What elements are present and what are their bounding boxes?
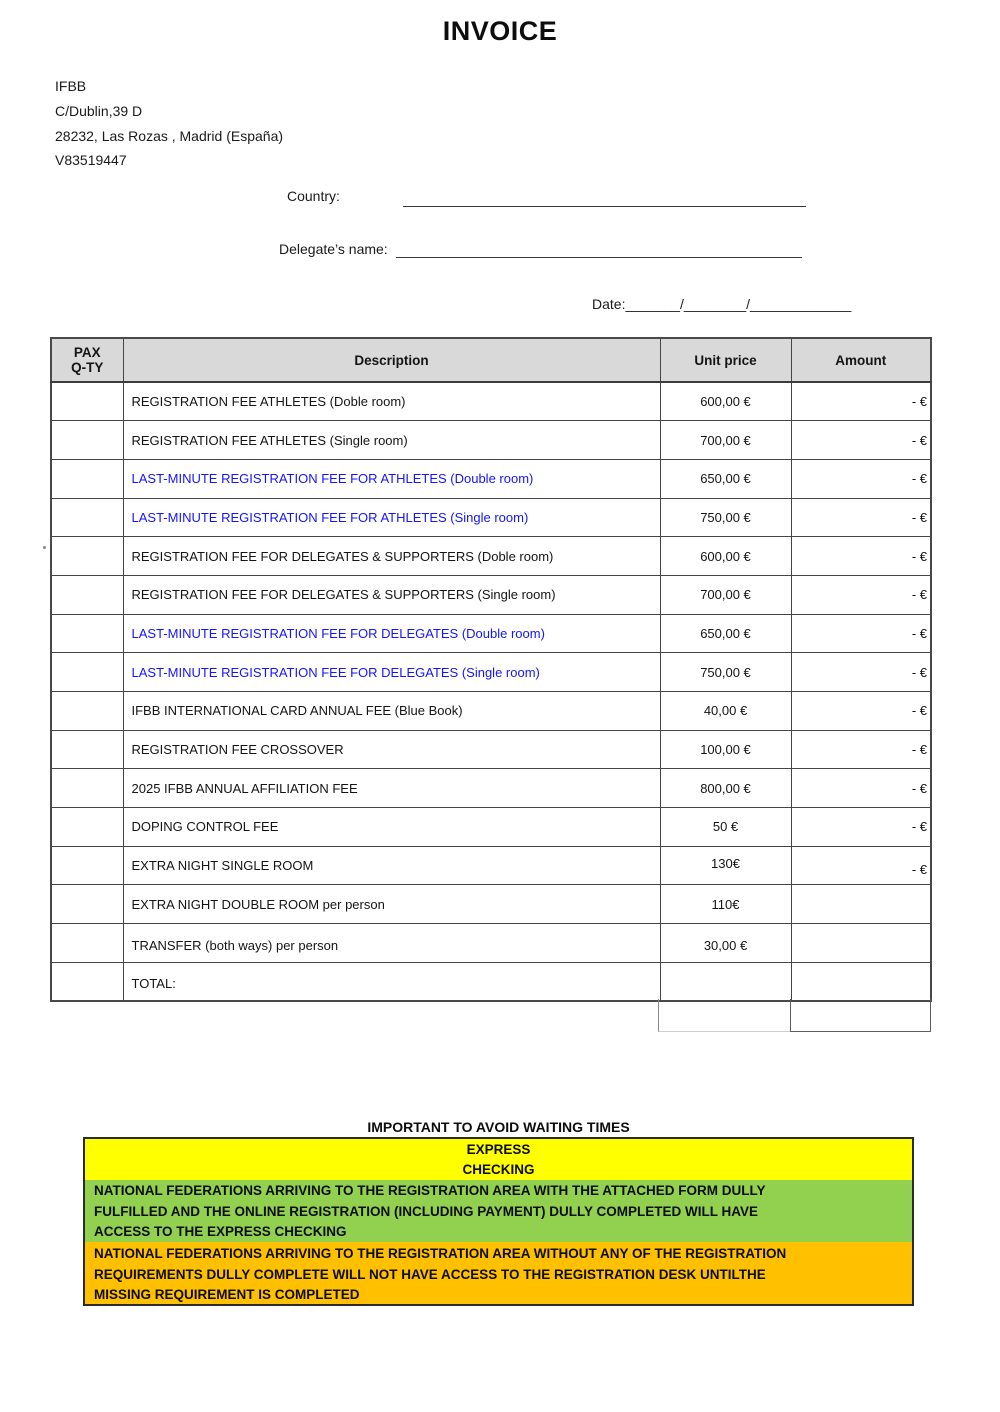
- amount-cell: - €: [791, 692, 931, 731]
- description-cell: TOTAL:: [123, 962, 660, 1001]
- overflow-unit-price-cell: [658, 999, 790, 1032]
- pax-qty-cell[interactable]: [51, 498, 123, 537]
- delegate-name-input-line[interactable]: [396, 240, 802, 258]
- pax-qty-cell[interactable]: [51, 885, 123, 924]
- notice-block: [83, 1137, 914, 1306]
- amount-cell: - €: [791, 808, 931, 847]
- header-description: Description: [123, 338, 660, 382]
- green-line: FULFILLED AND THE ONLINE REGISTRATION (INCLUDING PAYMENT) DULLY COMPLETED WILL HAVE: [94, 1203, 758, 1219]
- amount-cell: - €: [791, 614, 931, 653]
- date-label: Date:: [592, 296, 626, 312]
- pax-qty-cell[interactable]: [51, 962, 123, 1001]
- table-header-row: [51, 338, 931, 382]
- header-pax-line1: PAX: [73, 345, 101, 360]
- unit-price-cell: 700,00 €: [660, 421, 791, 460]
- table-row: [51, 885, 931, 924]
- fee-table-body: [51, 382, 931, 1001]
- description-cell: DOPING CONTROL FEE: [123, 808, 660, 847]
- unit-price-cell: 800,00 €: [660, 769, 791, 808]
- no-access-note: [85, 1242, 912, 1304]
- description-cell: EXTRA NIGHT SINGLE ROOM: [123, 846, 660, 885]
- sender-street: C/Dublin,39 D: [55, 102, 143, 119]
- sender-name: IFBB: [55, 78, 87, 94]
- description-cell: IFBB INTERNATIONAL CARD ANNUAL FEE (Blue Book): [123, 692, 660, 731]
- overflow-cells: [658, 999, 931, 1032]
- amount-cell: - €: [791, 730, 931, 769]
- header-unit-price: Unit price: [660, 338, 791, 382]
- amount-cell: [791, 885, 931, 924]
- description-cell: REGISTRATION FEE FOR DELEGATES & SUPPORTERS (Doble room): [123, 537, 660, 576]
- description-cell: REGISTRATION FEE ATHLETES (Doble room): [123, 382, 660, 421]
- amount-cell: - €: [791, 421, 931, 460]
- pax-qty-cell[interactable]: [51, 730, 123, 769]
- description-cell: 2025 IFBB ANNUAL AFFILIATION FEE: [123, 769, 660, 808]
- delegate-name-label: Delegate’s name:: [279, 241, 388, 257]
- amount-cell: [791, 962, 931, 1001]
- description-cell: LAST-MINUTE REGISTRATION FEE FOR DELEGATES (Double room): [123, 614, 660, 653]
- green-line: ACCESS TO THE EXPRESS CHECKING: [94, 1224, 347, 1240]
- unit-price-cell: 50 €: [660, 808, 791, 847]
- unit-price-cell: [660, 962, 791, 1001]
- express-access-note: [85, 1180, 912, 1242]
- pax-qty-cell[interactable]: [51, 846, 123, 885]
- pax-qty-cell[interactable]: [51, 808, 123, 847]
- table-row: [51, 846, 931, 885]
- notice-heading: IMPORTANT TO AVOID WAITING TIMES: [367, 1119, 630, 1135]
- amount-cell: - €: [791, 537, 931, 576]
- overflow-amount-cell: [790, 999, 931, 1032]
- express-checking-banner: [85, 1139, 912, 1180]
- orange-line: REQUIREMENTS DULLY COMPLETE WILL NOT HAVE ACCESS TO THE REGISTRATION DESK UNTILTHE: [94, 1266, 766, 1282]
- unit-price-cell: 700,00 €: [660, 575, 791, 614]
- date-field[interactable]: [592, 296, 851, 312]
- unit-price-cell: 650,00 €: [660, 459, 791, 498]
- description-cell: TRANSFER (both ways) per person: [123, 924, 660, 963]
- pax-qty-cell[interactable]: [51, 769, 123, 808]
- table-row: [51, 808, 931, 847]
- table-row: [51, 924, 931, 963]
- table-row: [51, 769, 931, 808]
- pax-qty-cell[interactable]: [51, 459, 123, 498]
- amount-cell: - €: [791, 459, 931, 498]
- unit-price-cell: 40,00 €: [660, 692, 791, 731]
- pax-qty-cell[interactable]: [51, 382, 123, 421]
- table-row: [51, 692, 931, 731]
- pax-qty-cell[interactable]: [51, 692, 123, 731]
- description-cell: REGISTRATION FEE FOR DELEGATES & SUPPORTERS (Single room): [123, 575, 660, 614]
- amount-cell: - €: [791, 382, 931, 421]
- table-row: [51, 382, 931, 421]
- sender-city: 28232, Las Rozas , Madrid (España): [55, 127, 284, 144]
- pax-qty-cell[interactable]: [51, 614, 123, 653]
- header-pax-line2: Q-TY: [71, 360, 104, 375]
- amount-cell: - €: [791, 498, 931, 537]
- pax-qty-cell[interactable]: [51, 653, 123, 692]
- pax-qty-cell[interactable]: [51, 575, 123, 614]
- unit-price-cell: 110€: [660, 885, 791, 924]
- country-label: Country:: [287, 188, 340, 204]
- unit-price-cell: 600,00 €: [660, 537, 791, 576]
- amount-cell: - €: [791, 653, 931, 692]
- unit-price-cell: 750,00 €: [660, 653, 791, 692]
- table-row: [51, 459, 931, 498]
- express-line1: EXPRESS: [466, 1141, 531, 1157]
- unit-price-cell: 650,00 €: [660, 614, 791, 653]
- header-pax-qty: [51, 338, 123, 382]
- fee-table: [50, 337, 932, 1002]
- unit-price-cell: 130€: [660, 846, 791, 885]
- amount-cell: [791, 924, 931, 963]
- table-row: [51, 498, 931, 537]
- unit-price-cell: 30,00 €: [660, 924, 791, 963]
- table-row: [51, 537, 931, 576]
- green-line: NATIONAL FEDERATIONS ARRIVING TO THE REGISTRATION AREA WITH THE ATTACHED FORM DULLY: [94, 1183, 766, 1198]
- sender-vat-number: V83519447: [55, 152, 127, 169]
- amount-cell: - €: [791, 769, 931, 808]
- stray-mark: [43, 546, 46, 549]
- express-line2: CHECKING: [462, 1161, 535, 1177]
- description-cell: EXTRA NIGHT DOUBLE ROOM per person: [123, 885, 660, 924]
- description-cell: LAST-MINUTE REGISTRATION FEE FOR DELEGATES (Single room): [123, 653, 660, 692]
- description-cell: REGISTRATION FEE ATHLETES (Single room): [123, 421, 660, 460]
- orange-line: MISSING REQUIREMENT IS COMPLETED: [94, 1287, 360, 1303]
- unit-price-cell: 100,00 €: [660, 730, 791, 769]
- table-row: [51, 962, 931, 1001]
- unit-price-cell: 600,00 €: [660, 382, 791, 421]
- amount-cell: - €: [791, 575, 931, 614]
- date-blanks: _______/________/_____________: [625, 296, 852, 312]
- table-row: [51, 653, 931, 692]
- header-amount: Amount: [791, 338, 931, 382]
- pax-qty-cell[interactable]: [51, 924, 123, 963]
- table-row: [51, 730, 931, 769]
- table-row: [51, 421, 931, 460]
- table-row: [51, 614, 931, 653]
- sender-address: [55, 74, 283, 173]
- country-input-line[interactable]: [403, 189, 806, 207]
- pax-qty-cell[interactable]: [51, 537, 123, 576]
- description-cell: REGISTRATION FEE CROSSOVER: [123, 730, 660, 769]
- unit-price-cell: 750,00 €: [660, 498, 791, 537]
- description-cell: LAST-MINUTE REGISTRATION FEE FOR ATHLETES (Single room): [123, 498, 660, 537]
- pax-qty-cell[interactable]: [51, 421, 123, 460]
- page-title: INVOICE: [442, 16, 558, 46]
- table-row: [51, 575, 931, 614]
- orange-line: NATIONAL FEDERATIONS ARRIVING TO THE REGISTRATION AREA WITHOUT ANY OF THE REGISTRATION: [94, 1246, 787, 1261]
- amount-cell: - €: [791, 846, 931, 885]
- description-cell: LAST-MINUTE REGISTRATION FEE FOR ATHLETES (Double room): [123, 459, 660, 498]
